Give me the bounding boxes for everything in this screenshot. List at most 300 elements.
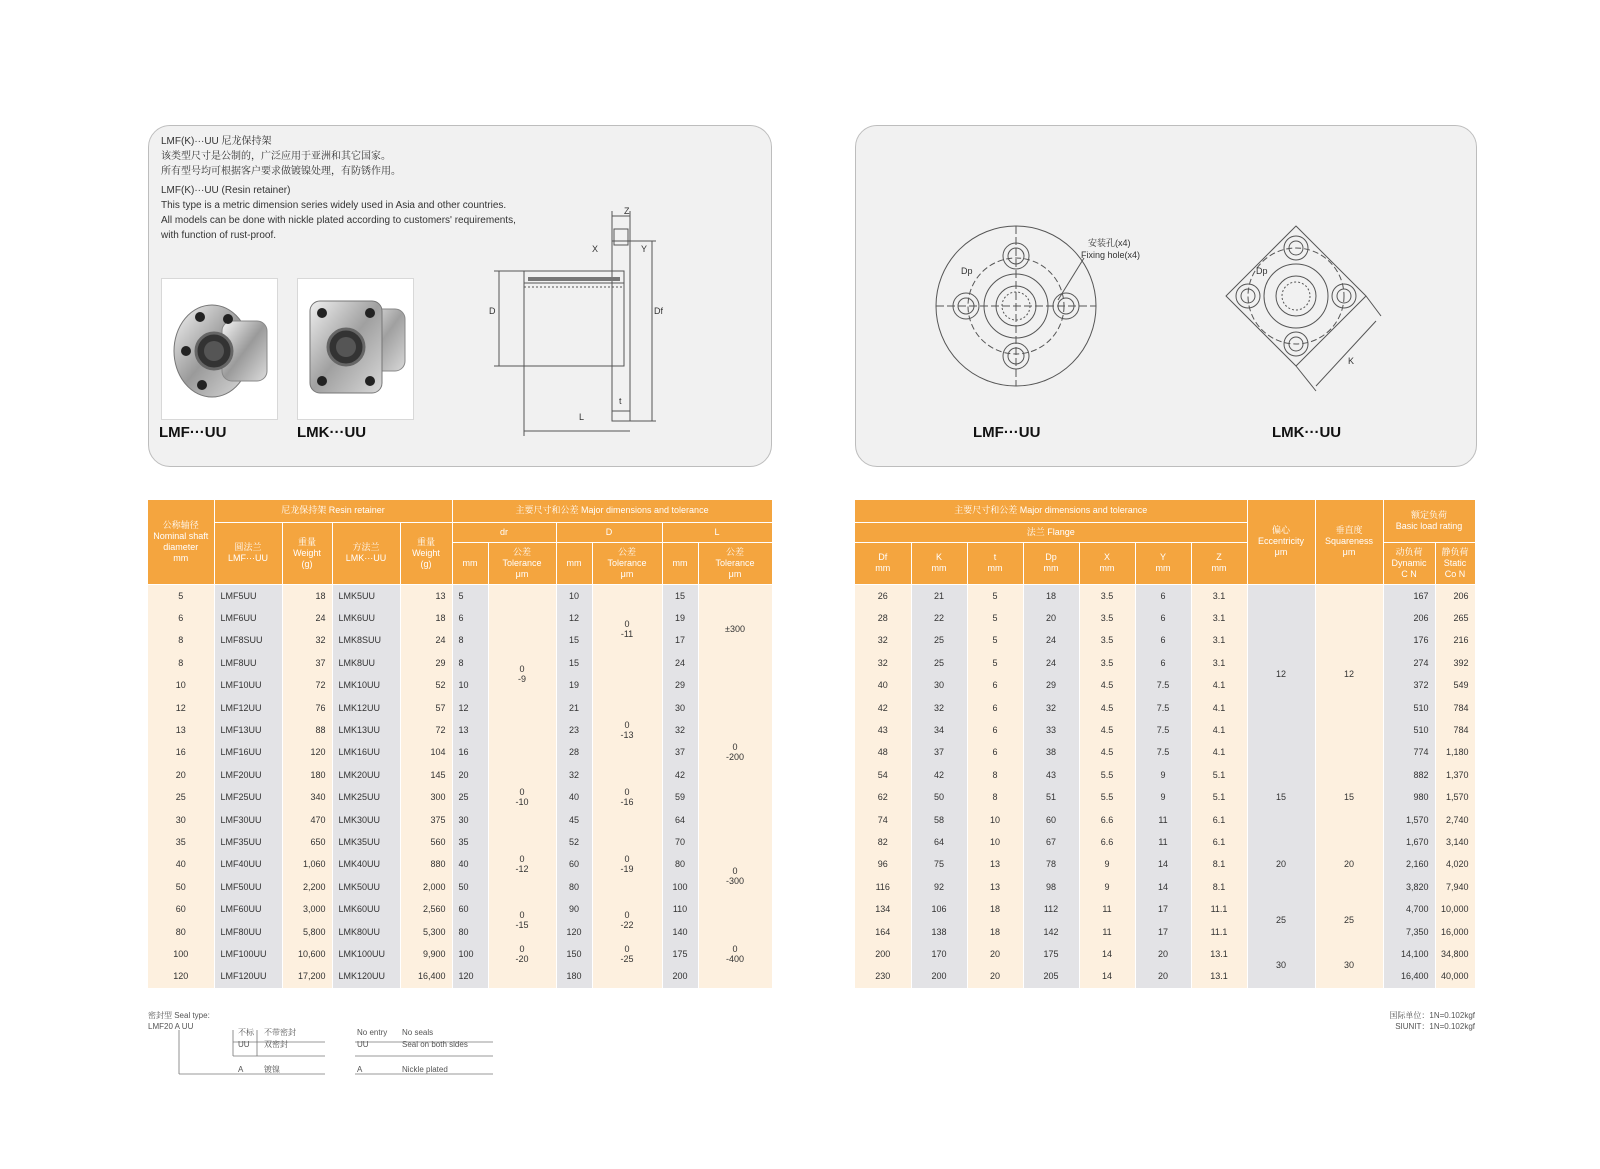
- dr-mm-cell: 5: [452, 584, 488, 607]
- table-row: [148, 965, 772, 987]
- L-tolerance-cell-line: ±300: [725, 624, 745, 635]
- lmf-model-cell: LMF120UU: [214, 965, 282, 987]
- seal-en-code-1: No entry: [357, 1028, 388, 1037]
- flange-dp-cell: 60: [1023, 808, 1079, 830]
- flange-z-cell: 4.1: [1191, 719, 1247, 741]
- D-mm-cell: 15: [556, 629, 592, 651]
- flange-t-cell: 5: [967, 584, 1023, 607]
- flange-df-cell: 82: [855, 831, 911, 853]
- flange-t-cell: 20: [967, 965, 1023, 987]
- table-row: [148, 898, 772, 920]
- D-mm-cell: 21: [556, 696, 592, 718]
- flange-x-cell: 11: [1079, 898, 1135, 920]
- nominal-cell: 80: [148, 920, 214, 942]
- D-tolerance-cell-line: 0: [624, 854, 630, 865]
- col-unit: mm: [1099, 563, 1115, 573]
- dr-tolerance-cell-line: -20: [515, 953, 529, 964]
- table-row: [148, 764, 772, 786]
- seal-en-code-3: A: [357, 1065, 363, 1074]
- flange-z-cell: 6.1: [1191, 808, 1247, 830]
- flange-df-cell: 62: [855, 786, 911, 808]
- flange-df-cell: 32: [855, 629, 911, 651]
- lmf-model-cell: LMF13UU: [214, 719, 282, 741]
- flange-t-cell: 6: [967, 696, 1023, 718]
- nominal-cell: 25: [148, 786, 214, 808]
- D-mm-cell: 150: [556, 943, 592, 965]
- flange-dp-cell: 51: [1023, 786, 1079, 808]
- table-row: [148, 920, 772, 942]
- lmf-weight-cell: 2,200: [282, 876, 332, 898]
- seal-model: LMF20 A UU: [148, 1022, 194, 1031]
- dr-tolerance-cell: [488, 584, 556, 607]
- nominal-cell: 40: [148, 853, 214, 875]
- dr-mm-cell: 13: [452, 719, 488, 741]
- lmk-photo: [297, 278, 414, 420]
- right-spec-table: [855, 500, 1476, 988]
- dynamic-load-cell: 510: [1383, 719, 1435, 741]
- lmk-weight-cell: 300: [400, 786, 452, 808]
- flange-y-cell: 17: [1135, 920, 1191, 942]
- static-load-cell: 784: [1435, 696, 1475, 718]
- product-intro-panel: [148, 125, 772, 467]
- dr-mm-cell: 35: [452, 831, 488, 853]
- dynamic-load-cell: 16,400: [1383, 965, 1435, 987]
- flange-df-cell: 74: [855, 808, 911, 830]
- flange-x-cell: 14: [1079, 943, 1135, 965]
- col-dp: [1023, 542, 1079, 584]
- lmk-bearing-image: [298, 279, 413, 419]
- lmk-model-cell: LMK6UU: [332, 607, 400, 629]
- lmk-weight-cell: 880: [400, 853, 452, 875]
- lmk-weight-cell: 104: [400, 741, 452, 763]
- flange-t-cell: 10: [967, 808, 1023, 830]
- lmf-weight-cell: 76: [282, 696, 332, 718]
- D-tolerance-cell: [592, 652, 662, 674]
- flange-y-cell: 7.5: [1135, 696, 1191, 718]
- nominal-cell: 8: [148, 652, 214, 674]
- col-x: [1079, 542, 1135, 584]
- lmf-model-cell: LMF100UU: [214, 943, 282, 965]
- flange-x-cell: 3.5: [1079, 607, 1135, 629]
- lmk-weight-cell: 560: [400, 831, 452, 853]
- lmf-model-cell: LMF25UU: [214, 786, 282, 808]
- lmf-weight-cell: 18: [282, 584, 332, 607]
- lmk-model-cell: LMK25UU: [332, 786, 400, 808]
- L-tolerance-cell-line: -300: [726, 875, 745, 886]
- squareness-cell: 12: [1315, 584, 1383, 764]
- L-tolerance-cell-line: 0: [732, 943, 738, 954]
- L-mm-cell: 64: [662, 808, 698, 830]
- dr-mm-cell: 60: [452, 898, 488, 920]
- col-lmf-weight: 重量 Weight (g): [282, 522, 332, 584]
- flange-x-cell: 4.5: [1079, 696, 1135, 718]
- flange-dp-cell: 24: [1023, 652, 1079, 674]
- label-k: K: [1348, 356, 1355, 366]
- seal-code-2: UU: [238, 1040, 250, 1049]
- lmf-model-cell: LMF5UU: [214, 584, 282, 607]
- flange-dp-cell: 24: [1023, 629, 1079, 651]
- table-row: [148, 652, 772, 674]
- dynamic-load-cell: 882: [1383, 764, 1435, 786]
- flange-df-cell: 116: [855, 876, 911, 898]
- squareness-cell: 30: [1315, 943, 1383, 988]
- col-dynamic: 动负荷 Dynamic C N: [1383, 542, 1435, 584]
- lmf-model-cell: LMF50UU: [214, 876, 282, 898]
- static-load-cell: 392: [1435, 652, 1475, 674]
- lmk-weight-cell: 13: [400, 584, 452, 607]
- nominal-cell: 60: [148, 898, 214, 920]
- L-tolerance-cell-line: -200: [726, 752, 745, 763]
- L-tolerance-cell-line: -400: [726, 953, 745, 964]
- dr-tolerance-cell: [488, 719, 556, 741]
- label-hole-en: Fixing hole(x4): [1081, 250, 1141, 260]
- flange-z-cell: 3.1: [1191, 629, 1247, 651]
- L-mm-cell: 29: [662, 674, 698, 696]
- flange-y-cell: 6: [1135, 584, 1191, 607]
- flange-x-cell: 6.6: [1079, 808, 1135, 830]
- flange-dp-cell: 33: [1023, 719, 1079, 741]
- D-mm-cell: 120: [556, 920, 592, 942]
- flange-y-cell: 20: [1135, 943, 1191, 965]
- col-label: t: [993, 552, 997, 562]
- col-lmf: 圆法兰 LMF···UU: [214, 522, 282, 584]
- flange-t-cell: 6: [967, 741, 1023, 763]
- flange-z-cell: 8.1: [1191, 853, 1247, 875]
- flange-k-cell: 92: [911, 876, 967, 898]
- L-tolerance-cell-line: 0: [732, 742, 738, 753]
- dr-mm-cell: 12: [452, 696, 488, 718]
- D-tolerance-cell-line: -22: [620, 920, 634, 931]
- dr-tolerance-cell: [488, 943, 556, 965]
- lmf-model-cell: LMF8UU: [214, 652, 282, 674]
- static-load-cell: 7,940: [1435, 876, 1475, 898]
- D-tolerance-cell: [592, 831, 662, 898]
- label-df: Df: [654, 306, 663, 316]
- flange-t-cell: 20: [967, 943, 1023, 965]
- nominal-cell: 13: [148, 719, 214, 741]
- flange-k-cell: 200: [911, 965, 967, 987]
- flange-t-cell: 18: [967, 898, 1023, 920]
- lmf-model-cell: LMF35UU: [214, 831, 282, 853]
- dr-tolerance-cell: [488, 607, 556, 629]
- flange-dp-cell: 32: [1023, 696, 1079, 718]
- D-mm-cell: 52: [556, 831, 592, 853]
- table-row: [148, 943, 772, 965]
- col-dr-tol: 公差 Tolerance μm: [488, 542, 556, 584]
- lmf-model-cell: LMF60UU: [214, 898, 282, 920]
- lmf-weight-cell: 470: [282, 808, 332, 830]
- flange-df-cell: 48: [855, 741, 911, 763]
- lmf-weight-cell: 3,000: [282, 898, 332, 920]
- D-tolerance-cell-line: 0: [624, 943, 630, 954]
- dr-mm-cell: 50: [452, 876, 488, 898]
- flange-k-cell: 50: [911, 786, 967, 808]
- col-load-rating: 额定负荷 Basic load rating: [1383, 500, 1475, 542]
- squareness-cell: 25: [1315, 898, 1383, 943]
- flange-k-cell: 170: [911, 943, 967, 965]
- label-dp-lmk: Dp: [1256, 266, 1268, 276]
- dr-mm-cell: 40: [452, 853, 488, 875]
- col-label: K: [935, 552, 942, 562]
- D-mm-cell: 90: [556, 898, 592, 920]
- lmf-model-cell: LMF16UU: [214, 741, 282, 763]
- flange-t-cell: 10: [967, 831, 1023, 853]
- dr-mm-cell: 6: [452, 607, 488, 629]
- flange-df-cell: 96: [855, 853, 911, 875]
- L-mm-cell: 200: [662, 965, 698, 987]
- col-lmk-weight: 重量 Weight (g): [400, 522, 452, 584]
- L-tolerance-cell: [698, 584, 772, 674]
- static-load-cell: 216: [1435, 629, 1475, 651]
- table-row: [148, 674, 772, 696]
- dynamic-load-cell: 167: [1383, 584, 1435, 607]
- flange-df-cell: 230: [855, 965, 911, 987]
- flange-k-cell: 37: [911, 741, 967, 763]
- col-L: L: [662, 522, 772, 542]
- flange-t-cell: 13: [967, 876, 1023, 898]
- D-mm-cell: 10: [556, 584, 592, 607]
- D-mm-cell: 15: [556, 652, 592, 674]
- label-hole-cn: 安装孔(x4): [1088, 238, 1131, 248]
- col-L-mm: mm: [662, 542, 698, 584]
- lmk-weight-cell: 29: [400, 652, 452, 674]
- flange-dp-cell: 67: [1023, 831, 1079, 853]
- flange-z-cell: 8.1: [1191, 876, 1247, 898]
- dr-tolerance-cell-line: -12: [515, 864, 529, 875]
- lmf-bearing-image: [162, 279, 277, 419]
- lmk-weight-cell: 145: [400, 764, 452, 786]
- col-unit: mm: [1043, 563, 1059, 573]
- L-mm-cell: 110: [662, 898, 698, 920]
- en-title: LMF(K)···UU (Resin retainer): [161, 185, 291, 196]
- label-d: D: [489, 306, 496, 316]
- leader-line: [1056, 254, 1086, 304]
- flange-z-cell: 5.1: [1191, 764, 1247, 786]
- dynamic-load-cell: 14,100: [1383, 943, 1435, 965]
- table-row: [148, 876, 772, 898]
- flange-y-cell: 9: [1135, 786, 1191, 808]
- static-load-cell: 3,140: [1435, 831, 1475, 853]
- col-L-tol: 公差 Tolerance μm: [698, 542, 772, 584]
- D-tolerance-cell-line: 0: [624, 720, 630, 731]
- flange-y-cell: 14: [1135, 876, 1191, 898]
- nominal-cell: 30: [148, 808, 214, 830]
- flange-t-cell: 6: [967, 719, 1023, 741]
- table-row: [148, 786, 772, 808]
- dr-mm-cell: 120: [452, 965, 488, 987]
- dynamic-load-cell: 176: [1383, 629, 1435, 651]
- col-label: Z: [1216, 552, 1222, 562]
- table-row: [855, 584, 1475, 607]
- lmf-photo: [161, 278, 278, 420]
- dr-mm-cell: 10: [452, 674, 488, 696]
- D-tolerance-cell-line: 0: [624, 910, 630, 921]
- nominal-cell: 100: [148, 943, 214, 965]
- flange-df-cell: 26: [855, 584, 911, 607]
- dynamic-load-cell: 774: [1383, 741, 1435, 763]
- flange-z-cell: 11.1: [1191, 920, 1247, 942]
- lmk-model-cell: LMK10UU: [332, 674, 400, 696]
- flange-y-cell: 9: [1135, 764, 1191, 786]
- lmf-caption: LMF···UU: [159, 424, 227, 441]
- D-tolerance-cell: [592, 965, 662, 987]
- flange-k-cell: 64: [911, 831, 967, 853]
- table-row: [148, 696, 772, 718]
- flange-drawing-panel: [855, 125, 1477, 467]
- D-mm-cell: 80: [556, 876, 592, 898]
- lmf-model-cell: LMF12UU: [214, 696, 282, 718]
- flange-df-cell: 54: [855, 764, 911, 786]
- table-row: [148, 853, 772, 875]
- lmk-model-cell: LMK120UU: [332, 965, 400, 987]
- lmk-model-cell: LMK60UU: [332, 898, 400, 920]
- col-flange: 法兰 Flange: [855, 522, 1247, 542]
- static-load-cell: 1,180: [1435, 741, 1475, 763]
- seal-en-code-2: UU: [357, 1040, 369, 1049]
- dynamic-load-cell: 510: [1383, 696, 1435, 718]
- flange-k-cell: 30: [911, 674, 967, 696]
- D-tolerance-cell-line: 0: [624, 619, 630, 630]
- lmk-model-cell: LMK5UU: [332, 584, 400, 607]
- flange-k-cell: 32: [911, 696, 967, 718]
- col-major-dimensions-r: 主要尺寸和公差 Major dimensions and tolerance: [855, 500, 1247, 522]
- lmk-flange-drawing: [1216, 216, 1416, 416]
- lmf-model-cell: LMF8SUU: [214, 629, 282, 651]
- lmf-weight-cell: 88: [282, 719, 332, 741]
- flange-x-cell: 3.5: [1079, 629, 1135, 651]
- flange-x-cell: 4.5: [1079, 741, 1135, 763]
- flange-dp-cell: 142: [1023, 920, 1079, 942]
- static-load-cell: 265: [1435, 607, 1475, 629]
- static-load-cell: 1,370: [1435, 764, 1475, 786]
- table-row: [148, 719, 772, 741]
- flange-k-cell: 106: [911, 898, 967, 920]
- table-row: [855, 943, 1475, 965]
- dr-tolerance-cell: [488, 629, 556, 651]
- flange-dp-cell: 78: [1023, 853, 1079, 875]
- col-dr-mm: mm: [452, 542, 488, 584]
- lmf-model-cell: LMF20UU: [214, 764, 282, 786]
- col-label: Df: [878, 552, 888, 562]
- L-mm-cell: 80: [662, 853, 698, 875]
- flange-z-cell: 13.1: [1191, 943, 1247, 965]
- lmk-weight-cell: 5,300: [400, 920, 452, 942]
- lmf-weight-cell: 120: [282, 741, 332, 763]
- D-tolerance-cell-line: 0: [624, 787, 630, 798]
- flange-df-cell: 42: [855, 696, 911, 718]
- D-mm-cell: 40: [556, 786, 592, 808]
- dr-mm-cell: 25: [452, 786, 488, 808]
- flange-x-cell: 11: [1079, 920, 1135, 942]
- dynamic-load-cell: 372: [1383, 674, 1435, 696]
- flange-x-cell: 14: [1079, 965, 1135, 987]
- flange-t-cell: 5: [967, 629, 1023, 651]
- dr-tolerance-cell: [488, 741, 556, 763]
- lmk-drawing-caption: LMK···UU: [1272, 424, 1342, 441]
- lmk-weight-cell: 16,400: [400, 965, 452, 987]
- seal-desc-1: 不带密封: [264, 1028, 296, 1037]
- col-label: X: [1103, 552, 1110, 562]
- L-tolerance-cell: [698, 920, 772, 987]
- dr-tolerance-cell-line: 0: [519, 910, 525, 921]
- static-load-cell: 1,570: [1435, 786, 1475, 808]
- lmk-weight-cell: 9,900: [400, 943, 452, 965]
- lmf-weight-cell: 37: [282, 652, 332, 674]
- dynamic-load-cell: 7,350: [1383, 920, 1435, 942]
- flange-df-cell: 164: [855, 920, 911, 942]
- D-mm-cell: 12: [556, 607, 592, 629]
- table-row: [148, 808, 772, 830]
- flange-k-cell: 34: [911, 719, 967, 741]
- lmk-weight-cell: 375: [400, 808, 452, 830]
- lmf-weight-cell: 5,800: [282, 920, 332, 942]
- col-D-mm: mm: [556, 542, 592, 584]
- left-spec-table: [148, 500, 773, 988]
- lmf-model-cell: LMF10UU: [214, 674, 282, 696]
- dynamic-load-cell: 206: [1383, 607, 1435, 629]
- lmf-model-cell: LMF80UU: [214, 920, 282, 942]
- static-load-cell: 16,000: [1435, 920, 1475, 942]
- dr-mm-cell: 8: [452, 652, 488, 674]
- label-t: t: [619, 396, 622, 406]
- D-mm-cell: 45: [556, 808, 592, 830]
- flange-k-cell: 58: [911, 808, 967, 830]
- flange-y-cell: 11: [1135, 808, 1191, 830]
- D-mm-cell: 60: [556, 853, 592, 875]
- lmf-model-cell: LMF6UU: [214, 607, 282, 629]
- flange-k-cell: 22: [911, 607, 967, 629]
- dr-mm-cell: 8: [452, 629, 488, 651]
- L-mm-cell: 100: [662, 876, 698, 898]
- eccentricity-cell: 25: [1247, 898, 1315, 943]
- L-mm-cell: 37: [662, 741, 698, 763]
- dr-mm-cell: 100: [452, 943, 488, 965]
- flange-k-cell: 21: [911, 584, 967, 607]
- col-unit: mm: [875, 563, 891, 573]
- static-load-cell: 40,000: [1435, 965, 1475, 987]
- col-df: [855, 542, 911, 584]
- lmk-weight-cell: 2,560: [400, 898, 452, 920]
- nominal-cell: 10: [148, 674, 214, 696]
- lmf-weight-cell: 10,600: [282, 943, 332, 965]
- label-l: L: [579, 412, 585, 422]
- lmk-model-cell: LMK12UU: [332, 696, 400, 718]
- seal-en-desc-3: Nickle plated: [402, 1065, 448, 1074]
- flange-k-cell: 42: [911, 764, 967, 786]
- table-row: [148, 831, 772, 853]
- squareness-cell: 20: [1315, 831, 1383, 898]
- flange-x-cell: 4.5: [1079, 674, 1135, 696]
- col-unit: mm: [987, 563, 1003, 573]
- col-t: [967, 542, 1023, 584]
- cn-title: LMF(K)···UU 尼龙保持架: [161, 136, 272, 147]
- table-row: [855, 898, 1475, 920]
- L-mm-cell: 140: [662, 920, 698, 942]
- flange-y-cell: 14: [1135, 853, 1191, 875]
- L-mm-cell: 59: [662, 786, 698, 808]
- flange-dp-cell: 20: [1023, 607, 1079, 629]
- label-x: X: [592, 244, 599, 254]
- lmk-weight-cell: 24: [400, 629, 452, 651]
- nominal-cell: 6: [148, 607, 214, 629]
- flange-dp-cell: 29: [1023, 674, 1079, 696]
- L-mm-cell: 42: [662, 764, 698, 786]
- seal-type-title: 密封型 Seal type:: [148, 1011, 210, 1020]
- label-z: Z: [624, 206, 630, 216]
- lmk-model-cell: LMK35UU: [332, 831, 400, 853]
- seal-en-desc-2: Seal on both sides: [402, 1040, 468, 1049]
- cn-line-1: 该类型尺寸是公制的，广泛应用于亚洲和其它国家。: [161, 151, 391, 162]
